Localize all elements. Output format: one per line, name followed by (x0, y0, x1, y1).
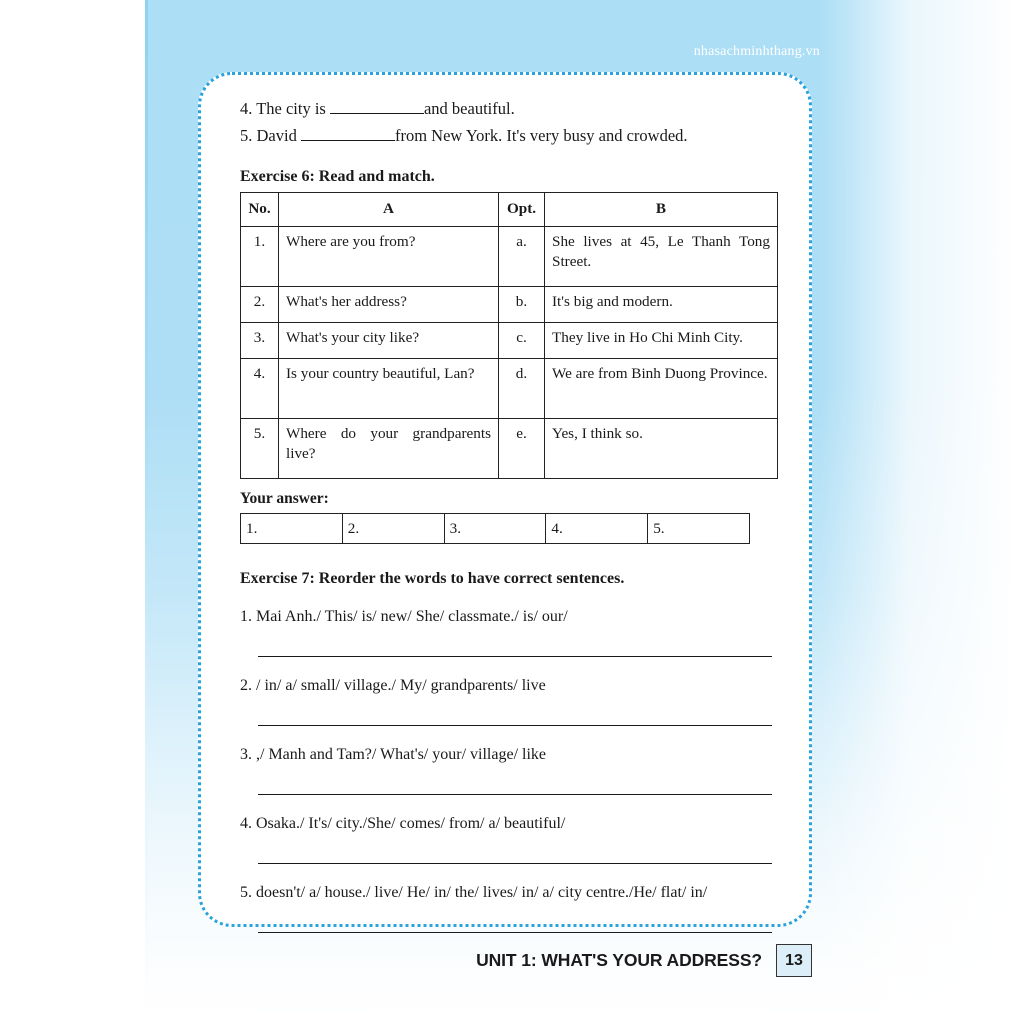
reorder-item-3: 3. ,/ Manh and Tam?/ What's/ your/ village/ like (240, 746, 546, 763)
column-header-b: B (545, 193, 778, 227)
column-b-cell[interactable]: We are from Binh Duong Province. (545, 359, 778, 419)
option-letter-cell: e. (499, 419, 545, 479)
sentence-text-before: David (256, 126, 297, 145)
row-number-cell: 1. (241, 227, 279, 287)
fill-in-sentence-list (240, 95, 780, 149)
fill-in-sentence-5 (240, 122, 780, 149)
answer-rule-5[interactable] (258, 932, 772, 933)
column-header-no: No. (241, 193, 279, 227)
column-b-cell[interactable]: Yes, I think so. (545, 419, 778, 479)
column-b-cell[interactable]: They live in Ho Chi Minh City. (545, 323, 778, 359)
option-letter-cell: c. (499, 323, 545, 359)
reorder-item-1: 1. Mai Anh./ This/ is/ new/ She/ classmate./ is/ our/ (240, 608, 568, 625)
answer-rule-3[interactable] (258, 794, 772, 795)
exercise-6-heading: Exercise 6: Read and match. (240, 168, 435, 185)
fill-in-sentence-4 (240, 95, 780, 122)
reorder-item-5: 5. doesn't/ a/ house./ live/ He/ in/ the/ lives/ in/ a/ city centre./He/ flat/ in/ (240, 884, 708, 901)
watermark-text: nhasachminhthang.vn (693, 44, 820, 59)
your-answer-label: Your answer: (240, 490, 329, 507)
worksheet-content (240, 95, 780, 933)
answer-cell-4[interactable]: 4. (546, 514, 648, 544)
sentence-text-after: and beautiful. (423, 99, 515, 118)
sentence-text-before: The city is (256, 99, 326, 118)
column-a-cell[interactable]: What's her address? (279, 287, 499, 323)
footer-inner (476, 944, 812, 977)
sentence-number: 5. (240, 126, 253, 145)
option-letter-cell: a. (499, 227, 545, 287)
table-header-row (241, 193, 778, 227)
column-a-cell[interactable]: What's your city like? (279, 323, 499, 359)
answer-row (241, 514, 750, 544)
table-row (241, 323, 778, 359)
row-number-cell: 5. (241, 419, 279, 479)
answer-rule-1[interactable] (258, 656, 772, 657)
sentence-number: 4. (240, 99, 253, 118)
answer-rule-2[interactable] (258, 725, 772, 726)
table-row (241, 359, 778, 419)
answer-cell-2[interactable]: 2. (342, 514, 444, 544)
option-letter-cell: d. (499, 359, 545, 419)
column-b-cell[interactable]: She lives at 45, Le Thanh Tong Street. (545, 227, 778, 287)
exercise-7-block (240, 570, 780, 933)
column-b-cell[interactable]: It's big and modern. (545, 287, 778, 323)
answer-cell-3[interactable]: 3. (444, 514, 546, 544)
table-row (241, 227, 778, 287)
read-and-match-table (240, 192, 778, 479)
table-row (241, 419, 778, 479)
page-footer (0, 944, 1017, 990)
answer-cell-5[interactable]: 5. (648, 514, 750, 544)
column-header-opt: Opt. (499, 193, 545, 227)
blank-line-5[interactable] (301, 140, 395, 141)
answer-rule-4[interactable] (258, 863, 772, 864)
your-answer-table (240, 513, 750, 544)
reorder-item-4: 4. Osaka./ It's/ city./She/ comes/ from/ a/ beautiful/ (240, 815, 566, 832)
table-row (241, 287, 778, 323)
row-number-cell: 4. (241, 359, 279, 419)
page-background-left-edge (145, 0, 148, 1017)
row-number-cell: 3. (241, 323, 279, 359)
column-header-a: A (279, 193, 499, 227)
exercise-7-heading: Exercise 7: Reorder the words to have correct sentences. (240, 570, 625, 587)
option-letter-cell: b. (499, 287, 545, 323)
column-a-cell[interactable]: Where do your grandparents live? (279, 419, 499, 479)
unit-title: UNIT 1: WHAT'S YOUR ADDRESS? (476, 950, 762, 970)
page-number-badge: 13 (776, 944, 812, 977)
answer-cell-1[interactable]: 1. (241, 514, 343, 544)
column-a-cell[interactable]: Where are you from? (279, 227, 499, 287)
reorder-item-2: 2. / in/ a/ small/ village./ My/ grandparents/ live (240, 677, 546, 694)
page-background-right-fade (820, 0, 1017, 1017)
row-number-cell: 2. (241, 287, 279, 323)
column-a-cell[interactable]: Is your country beautiful, Lan? (279, 359, 499, 419)
blank-line-4[interactable] (330, 113, 424, 114)
sentence-text-after: from New York. It's very busy and crowded. (394, 126, 688, 145)
